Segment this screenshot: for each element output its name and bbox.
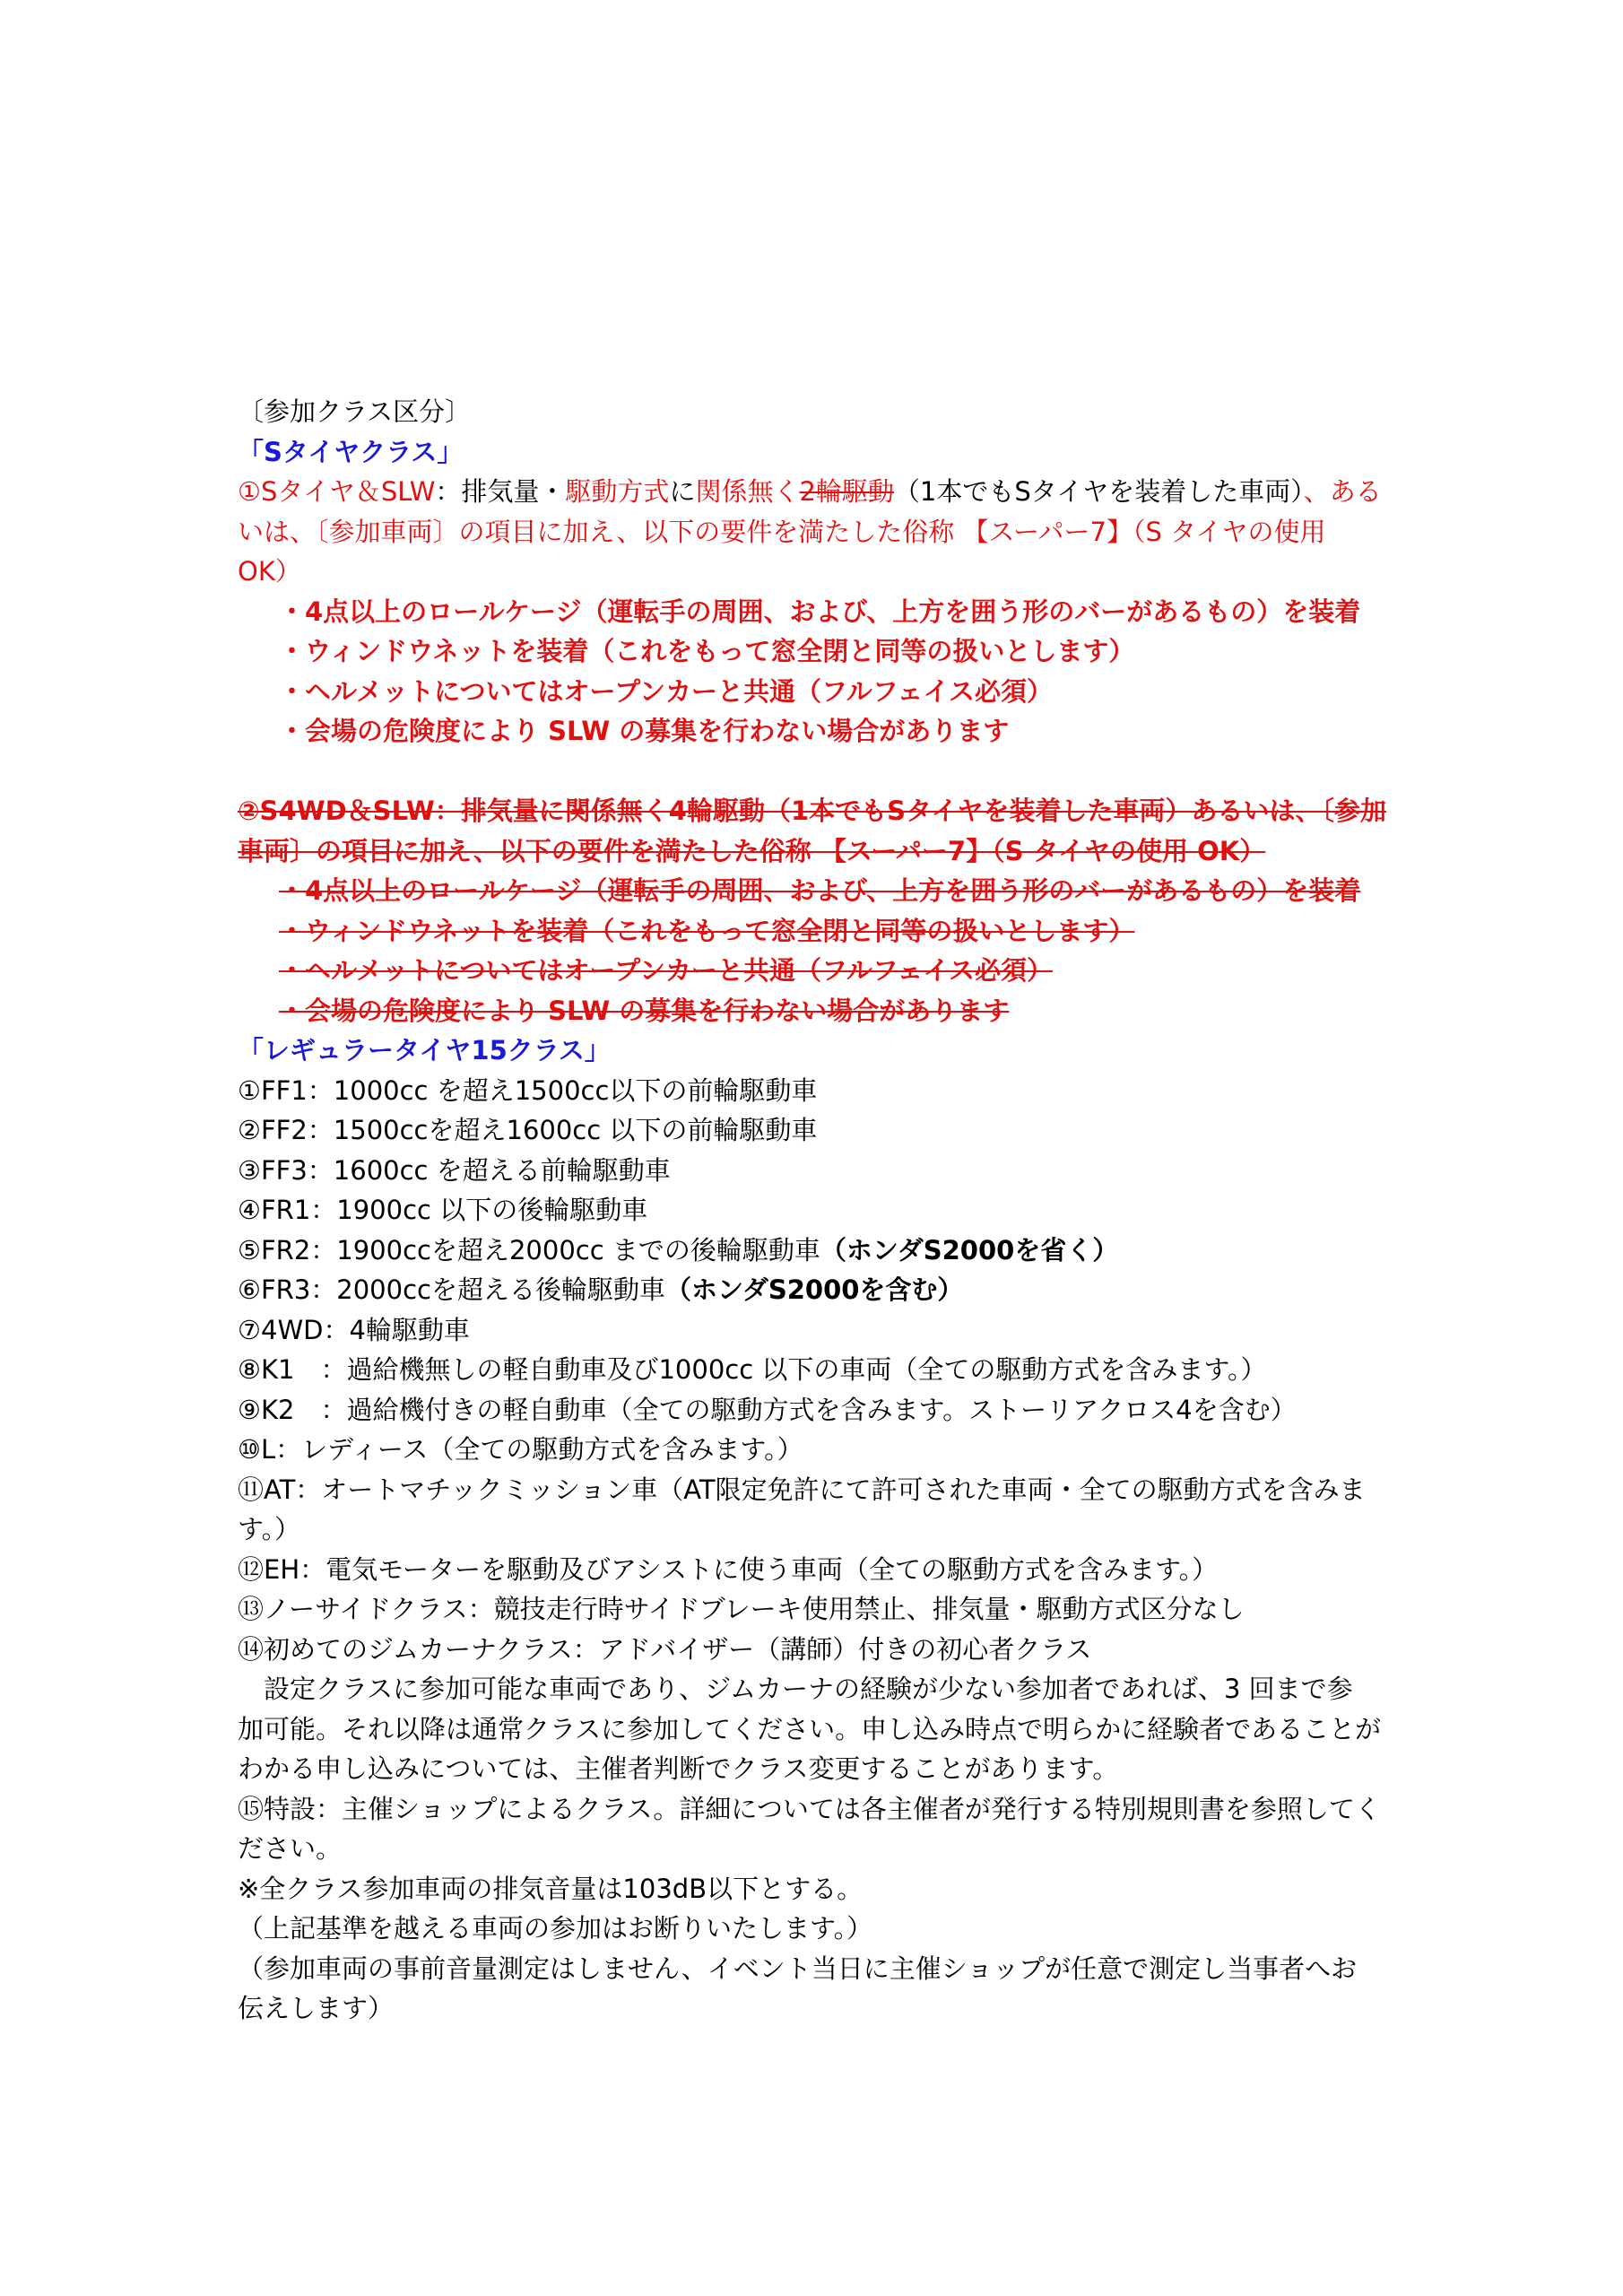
fr3-note: （ホンダS2000を含む） bbox=[664, 1274, 964, 1305]
ni-text: に bbox=[669, 476, 696, 507]
s-tire-item1-line2: いは、〔参加車両〕の項目に加え、以下の要件を満たした俗称 【スーパー7】（S タイヤの使用 bbox=[238, 516, 1326, 547]
requirement-item-struck: ・ヘルメットについてはオープンカーと共通（フルフェイス必須） bbox=[279, 955, 1054, 986]
class-item: ⑧K1 ：過給機無しの軽自動車及び1000cc 以下の車両（全ての駆動方式を含みます。） bbox=[238, 1354, 1267, 1385]
beginner-paragraph-line: 加可能。それ以降は通常クラスに参加してください。申し込み時点で明らかに経験者であることが bbox=[238, 1713, 1382, 1744]
requirement-item-struck: ・4点以上のロールケージ（運転手の周囲、および、上方を囲う形のバーがあるもの）を装着 bbox=[279, 875, 1361, 906]
s-tire-class-title: 「Sタイヤクラス」 bbox=[238, 436, 464, 467]
s4wd-item-line1: ②S4WD＆SLW：排気量に関係無く4輪駆動（1本でもSタイヤを装着した車両）あるいは、〔参加 bbox=[238, 796, 1386, 826]
requirement-item: ・会場の危険度により SLW の募集を行わない場合があります bbox=[279, 716, 1010, 746]
spacer bbox=[238, 752, 1403, 792]
2wd-text: 2輪駆動 bbox=[799, 476, 894, 507]
displacement-text: ：排気量・ bbox=[435, 476, 566, 507]
nodiff-text: 関係無く bbox=[695, 476, 800, 507]
class-item-at-line2: す。） bbox=[238, 1514, 301, 1544]
regular-class-title: 「レギュラータイヤ15クラス」 bbox=[238, 1035, 611, 1065]
class-item: ①FF1：1000cc を超え1500cc以下の前輪駆動車 bbox=[238, 1074, 818, 1106]
special-class-line1: ⑮特設：主催ショップによるクラス。詳細については各主催者が発行する特別規則書を参照してく bbox=[238, 1793, 1381, 1824]
requirement-item-struck: ・ウィンドウネットを装着（これをもって窓全閉と同等の扱いとします） bbox=[279, 915, 1135, 946]
note-line: （参加車両の事前音量測定はしません、イベント当日に主催ショップが任意で測定し当事者へお bbox=[238, 1952, 1358, 1984]
section-heading: 〔参加クラス区分〕 bbox=[238, 396, 472, 427]
aru-text: 、ある bbox=[1303, 476, 1382, 507]
class-item: ②FF2：1500ccを超え1600cc 以下の前輪駆動車 bbox=[238, 1115, 818, 1145]
class-item: ⑦4WD：4輪駆動車 bbox=[238, 1314, 470, 1345]
requirement-item: ・ウィンドウネットを装着（これをもって窓全閉と同等の扱いとします） bbox=[279, 636, 1135, 666]
fr2-text: ⑤FR2：1900ccを超え2000cc までの後輪駆動車 bbox=[238, 1234, 820, 1265]
requirement-item: ・ヘルメットについてはオープンカーと共通（フルフェイス必須） bbox=[279, 675, 1054, 707]
s4wd-item-line2: 車両〕の項目に加え、以下の要件を満たした俗称 【スーパー7】（S タイヤの使用 OK） bbox=[238, 835, 1266, 866]
class-item: ④FR1：1900cc 以下の後輪駆動車 bbox=[238, 1195, 648, 1225]
class-item-fr2 bbox=[238, 1231, 1403, 1271]
requirement-item-struck: ・会場の危険度により SLW の募集を行わない場合があります bbox=[279, 995, 1010, 1026]
note-line: 伝えします） bbox=[238, 1993, 395, 2023]
class-item: ⑫EH：電気モーターを駆動及びアシストに使う車両（全ての駆動方式を含みます。） bbox=[238, 1553, 1219, 1585]
class-item: ⑩L：レディース（全ての駆動方式を含みます。） bbox=[238, 1434, 803, 1465]
note-line: ※全クラス参加車両の排気音量は103dB以下とする。 bbox=[238, 1873, 864, 1904]
note-line: （上記基準を越える車両の参加はお断りいたします。） bbox=[238, 1913, 873, 1944]
beginner-paragraph-line: わかる申し込みについては、主催者判断でクラス変更することがあります。 bbox=[238, 1753, 1119, 1784]
s-tire-item1-line1 bbox=[238, 472, 1403, 512]
special-class-line2: ださい。 bbox=[238, 1833, 343, 1864]
requirement-item: ・4点以上のロールケージ（運転手の周囲、および、上方を囲う形のバーがあるもの）を装着 bbox=[279, 596, 1361, 627]
s-tire-item1-line3: OK） bbox=[238, 556, 301, 587]
drive-method-text: 駆動方式 bbox=[565, 476, 670, 507]
s-tire-paren-text: （1本でもSタイヤを装着した車両） bbox=[893, 476, 1304, 507]
class-item: ③FF3：1600cc を超える前輪駆動車 bbox=[238, 1154, 671, 1186]
fr2-note: （ホンダS2000を省く） bbox=[820, 1234, 1119, 1265]
beginner-paragraph-line: 設定クラスに参加可能な車両であり、ジムカーナの経験が少ない参加者であれば、3 回まで参 bbox=[238, 1674, 1353, 1704]
s-tire-slw-label: ①Sタイヤ＆SLW bbox=[238, 476, 436, 507]
class-item-at-line1: ⑪AT：オートマチックミッション車（AT限定免許にて許可された車両・全ての駆動方式を含みま bbox=[238, 1474, 1366, 1505]
fr3-text: ⑥FR3：2000ccを超える後輪駆動車 bbox=[238, 1274, 665, 1305]
class-item: ⑬ノーサイドクラス：競技走行時サイドブレーキ使用禁止、排気量・駆動方式区分なし bbox=[238, 1594, 1245, 1624]
class-item-fr3 bbox=[238, 1270, 1403, 1310]
class-item: ⑭初めてのジムカーナクラス：アドバイザー（講師）付きの初心者クラス bbox=[238, 1633, 1092, 1665]
class-item: ⑨K2 ：過給機付きの軽自動車（全ての駆動方式を含みます。ストーリアクロス4を含む） bbox=[238, 1394, 1297, 1425]
document-body bbox=[238, 392, 1403, 2029]
